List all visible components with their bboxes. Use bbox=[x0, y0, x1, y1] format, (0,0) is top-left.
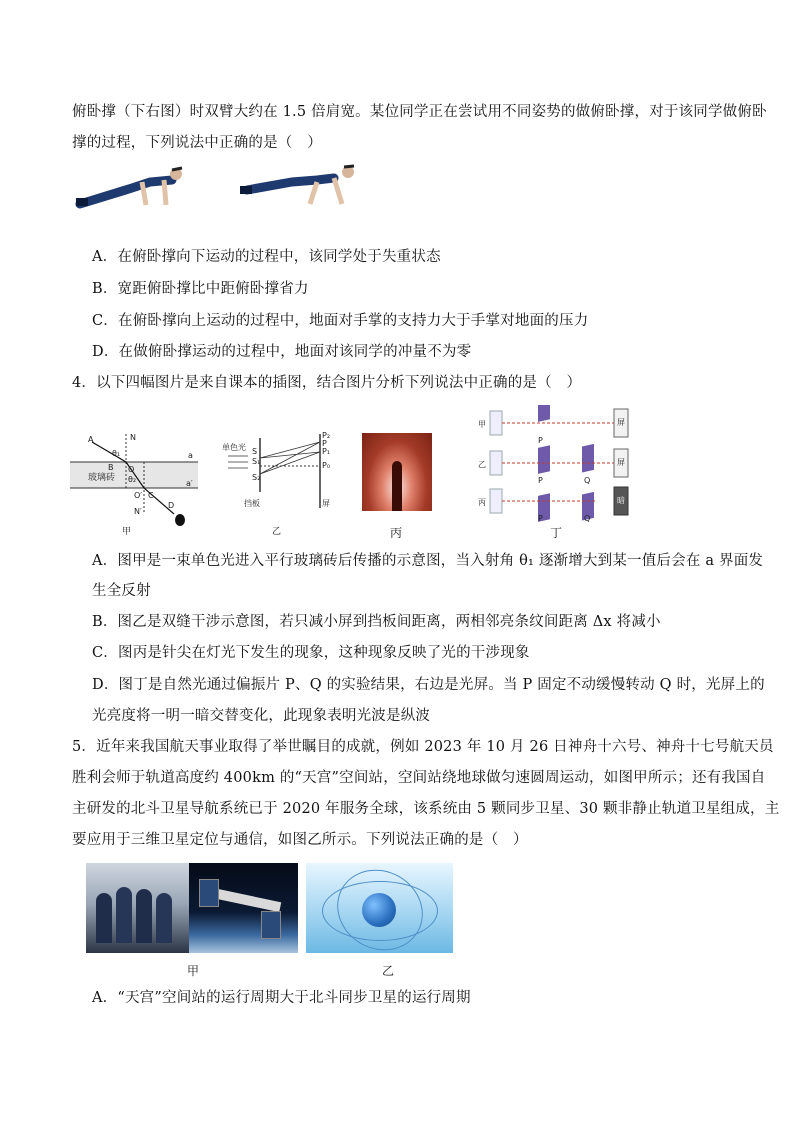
jia-label-n2: N′ bbox=[134, 507, 142, 516]
jia-label-d: D bbox=[168, 501, 175, 510]
ding-row-label-2: 乙 bbox=[478, 460, 486, 469]
q5-stem-line4: 要应用于三维卫星定位与通信，如图乙所示。下列说法正确的是（ ） bbox=[72, 832, 528, 848]
yi-label-p: P bbox=[322, 439, 327, 448]
yi-label-screen: 屏 bbox=[322, 499, 330, 508]
q3-stem-line2: 撑的过程，下列说法中正确的是（ ） bbox=[72, 135, 322, 151]
yi-label-p2: P₂ bbox=[322, 431, 331, 440]
jia-label-theta2: θ₂ bbox=[128, 475, 137, 484]
q5-fig-jia-caption: 甲 bbox=[187, 964, 200, 978]
pushup-figure-narrow bbox=[76, 168, 182, 206]
q5-stem-line1: 5．近年来我国航天事业取得了举世瞩目的成就，例如 2023 年 10 月 26 日神舟十六号、神舟十七号航天员 bbox=[72, 739, 774, 755]
ding-label-dark: 暗 bbox=[617, 496, 625, 505]
jia-label-c: C bbox=[148, 491, 154, 500]
q3-stem-line1: 俯卧撑（下右图）时双臂大约在 1.5 倍肩宽。某位同学正在尝试用不同姿势的做俯卧撑，对于该同学做俯卧 bbox=[72, 104, 767, 120]
q4-option-d-line2: 光亮度将一明一暗交替变化，此现象表明光波是纵波 bbox=[92, 708, 431, 724]
yi-label-p0: P₀ bbox=[322, 461, 331, 470]
jia-label-b: B bbox=[108, 463, 114, 472]
jia-label-n: N bbox=[130, 433, 136, 442]
figure-astronauts-photo bbox=[86, 863, 189, 953]
figure-beidou-constellation bbox=[306, 863, 453, 953]
ding-row-1 bbox=[490, 405, 628, 437]
ding-label-q-3: Q bbox=[584, 514, 591, 523]
ding-label-screen-1: 屏 bbox=[617, 418, 625, 427]
fig-jia-caption: 甲 bbox=[122, 527, 132, 537]
fig-yi-caption: 乙 bbox=[272, 527, 282, 537]
ding-label-q-2: Q bbox=[584, 476, 591, 485]
q4-option-c: C．图丙是针尖在灯光下发生的现象，这种现象反映了光的干涉现象 bbox=[92, 645, 530, 661]
pushup-figure-wide bbox=[240, 166, 354, 204]
ding-label-p-1: P bbox=[538, 436, 543, 445]
q5-fig-yi-caption: 乙 bbox=[382, 964, 395, 978]
ding-row-3 bbox=[490, 487, 628, 522]
ding-label-p-2: P bbox=[538, 476, 543, 485]
yi-label-light: 单色光 bbox=[222, 443, 246, 452]
q5-stem-line2: 胜利会师于轨道高度约 400km 的“天宫”空间站，空间站绕地球做匀速圆周运动，如图甲所示；还有我国自 bbox=[72, 770, 766, 786]
jia-label-o2: O′ bbox=[134, 491, 143, 500]
ding-row-label-3: 丙 bbox=[478, 498, 486, 507]
figure-jia-glass-refraction bbox=[70, 428, 198, 540]
q5-option-a: A．“天宫”空间站的运行周期大于北斗同步卫星的运行周期 bbox=[92, 990, 471, 1006]
jia-label-theta1: θ₁ bbox=[112, 449, 121, 458]
figure-ding-polarizers bbox=[476, 405, 636, 523]
q4-option-a-line2: 生全反射 bbox=[92, 583, 151, 599]
q4-stem: 4．以下四幅图片是来自课本的插图，结合图片分析下列说法中正确的是（ ） bbox=[72, 375, 582, 391]
q3-option-b: B．宽距俯卧撑比中距俯卧撑省力 bbox=[92, 281, 309, 297]
jia-label-a2-surface: a′ bbox=[186, 479, 193, 488]
figure-space-station-photo bbox=[189, 863, 298, 953]
figure-bing-diffraction-photo bbox=[362, 433, 432, 511]
yi-label-plate: 挡板 bbox=[244, 499, 260, 508]
q4-option-a-line1: A．图甲是一束单色光进入平行玻璃砖后传播的示意图，当入射角 θ₁ 逐渐增大到某一值后会在 a 界面发 bbox=[92, 553, 764, 569]
q4-option-b: B．图乙是双缝干涉示意图，若只减小屏到挡板间距离，两相邻亮条纹间距离 Δx 将减小 bbox=[92, 614, 661, 630]
q4-option-d-line1: D．图丁是自然光通过偏振片 P、Q 的实验结果，右边是光屏。当 P 固定不动缓慢转动 Q 时，光屏上的 bbox=[92, 677, 765, 693]
figure-yi-double-slit bbox=[222, 428, 342, 540]
ding-row-2 bbox=[490, 444, 628, 477]
fig-bing-caption: 丙 bbox=[390, 526, 403, 540]
yi-label-s: S bbox=[252, 447, 258, 456]
jia-label-glass: 玻璃砖 bbox=[88, 473, 116, 483]
yi-label-p1: P₁ bbox=[322, 447, 331, 456]
jia-label-a-surface: a bbox=[188, 451, 193, 460]
q5-stem-line3: 主研发的北斗卫星导航系统已于 2020 年服务全球，该系统由 5 颗同步卫星、30 颗非静止轨道卫星组成，主 bbox=[72, 801, 780, 817]
q3-option-a: A．在俯卧撑向下运动的过程中，该同学处于失重状态 bbox=[92, 249, 441, 265]
ding-label-screen-2: 屏 bbox=[617, 458, 625, 467]
pushup-illustration bbox=[72, 160, 362, 215]
yi-label-s1: S₁ bbox=[252, 457, 261, 466]
q3-option-d: D．在做俯卧撑运动的过程中，地面对该同学的冲量不为零 bbox=[92, 344, 472, 360]
yi-label-s2: S₂ bbox=[252, 473, 261, 482]
q3-option-c: C．在俯卧撑向上运动的过程中，地面对手掌的支持力大于手掌对地面的压力 bbox=[92, 313, 589, 329]
ding-row-label-1: 甲 bbox=[478, 420, 486, 429]
ding-label-p-3: P bbox=[538, 514, 543, 523]
fig-ding-caption: 丁 bbox=[550, 526, 563, 540]
jia-label-a: A bbox=[88, 435, 94, 444]
jia-label-o: O bbox=[128, 465, 135, 474]
